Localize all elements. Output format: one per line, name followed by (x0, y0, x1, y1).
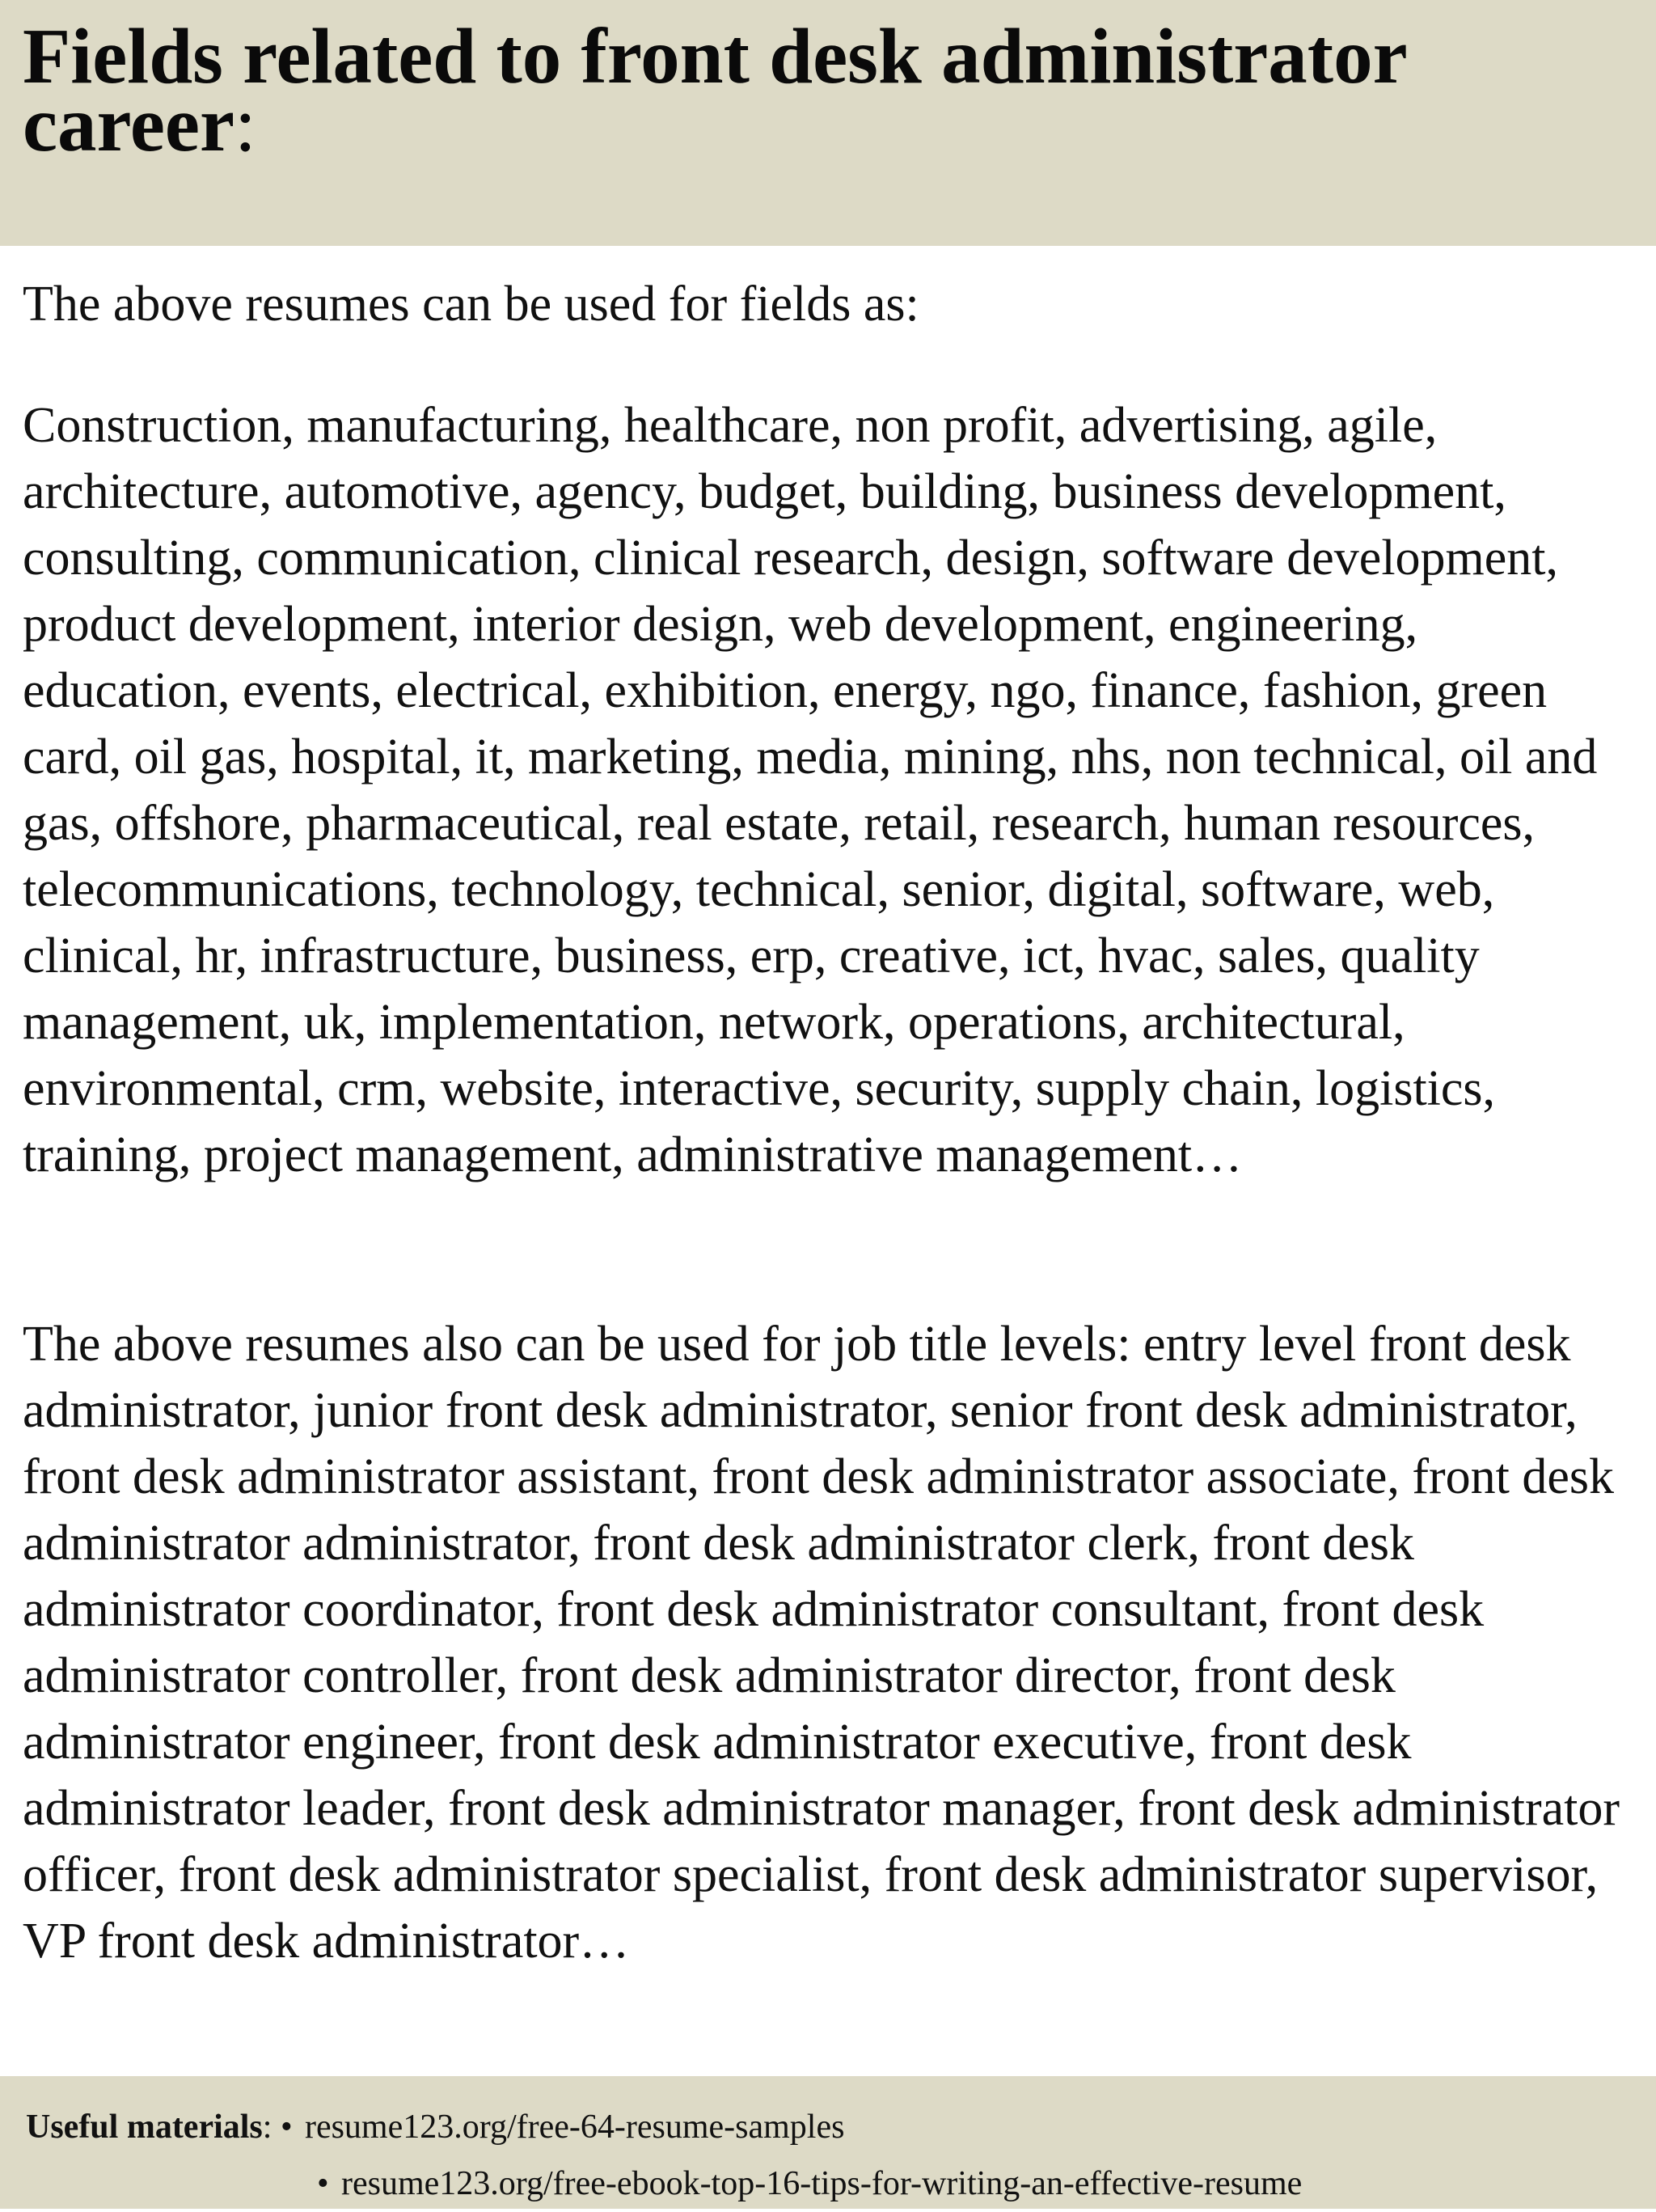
intro-section (23, 275, 1636, 333)
header-banner (0, 0, 1656, 246)
useful-materials-footer (0, 2076, 1656, 2209)
page-title-colon: : (234, 81, 256, 167)
bullet-icon: • (280, 2108, 293, 2146)
footer-row-2 (26, 2155, 1656, 2212)
resource-link[interactable]: resume123.org/free-ebook-top-16-tips-for-writing-an-effective-resume (341, 2165, 1303, 2202)
footer-row-1 (26, 2099, 1656, 2155)
useful-materials-colon: : (262, 2108, 272, 2146)
page-title (23, 13, 1633, 167)
bullet-icon: • (317, 2165, 329, 2202)
useful-materials-label: Useful materials (26, 2108, 263, 2146)
fields-paragraph: Construction, manufacturing, healthcare, non profit, advertising, agile, architecture, automotive, agency, budget, building, business development, consulting, communication, clinical research, design, software development, product development, interior design, web development, engineering, education, events, electrical, exhibition, energy, ngo, finance, fashion, green card, oil gas, hospital, it, marketing, media, mining, nhs, non technical, oil and gas, offshore, pharmaceutical, real estate, retail, research, human resources, telecommunications, technology, technical, senior, digital, software, web, clinical, hr, infrastructure, business, erp, creative, ict, hvac, sales, quality management, uk, implementation, network, operations, architectural, environmental, crm, website, interactive, security, supply chain, logistics, training, project management, administrative management… (23, 398, 1598, 1182)
job-levels-paragraph: The above resumes also can be used for job title levels: entry level front desk administrator, junior front desk administrator, senior front desk administrator, front desk administrator assistant, front desk administrator associate, front desk administrator administrator, front desk administrator clerk, front desk administrator coordinator, front desk administrator consultant, front desk administrator controller, front desk administrator director, front desk administrator engineer, front desk administrator executive, front desk administrator leader, front desk administrator manager, front desk administrator officer, front desk administrator specialist, front desk administrator supervisor, VP front desk administrator… (23, 1317, 1620, 1969)
resource-link[interactable]: resume123.org/free-64-resume-samples (304, 2108, 845, 2146)
page-title-text: Fields related to front desk administrator career (23, 13, 1406, 167)
intro-text: The above resumes can be used for fields as: (23, 277, 919, 332)
